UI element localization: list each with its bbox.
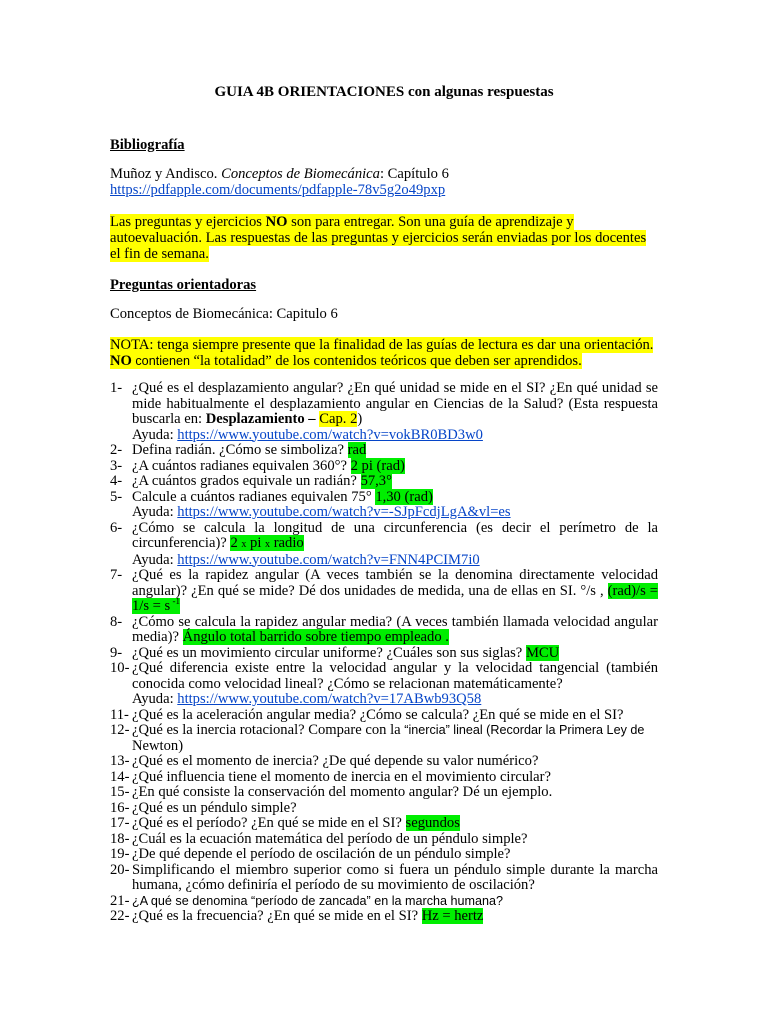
question-item: 22- ¿Qué es la frecuencia? ¿En qué se mide en el SI? Hz = hertz (110, 908, 484, 924)
question-item: 15- ¿En qué consiste la conservación del momento angular? Dé un ejemplo. (110, 784, 553, 800)
question-item: 13- ¿Qué es el momento de inercia? ¿De qué depende su valor numérico? (110, 753, 539, 769)
bibliography-reference (110, 166, 658, 198)
bibliography-book: Conceptos de Biomecánica (221, 166, 380, 182)
answer-highlight: 57,3° (360, 473, 392, 489)
question-item: 17- ¿Qué es el período? ¿En qué se mide en el SI? segundos (110, 815, 460, 831)
help-link[interactable]: https://www.youtube.com/watch?v=-SJpFcdjLgA&vl=es (177, 504, 511, 520)
question-item: 19- ¿De qué depende el período de oscilación de un péndulo simple? (110, 846, 511, 862)
question-item: 11- ¿Qué es la aceleración angular media? ¿Cómo se calcula? ¿En qué se mide en el SI? (110, 706, 624, 723)
bibliography-authors: Muñoz y Andisco. (110, 166, 218, 182)
answer-highlight: 2 pi (rad) (350, 457, 405, 474)
question-item: 9- ¿Qué es un movimiento circular uniforme? ¿Cuáles son sus siglas? MCU (110, 644, 560, 661)
answer-highlight: Hz = hertz (421, 908, 484, 924)
question-item: 4- ¿A cuántos grados equivale un radián? 57,3° (110, 473, 392, 489)
answer-highlight: segundos (405, 815, 460, 831)
help-link[interactable]: https://www.youtube.com/watch?v=17ABwb93Q58 (177, 691, 482, 707)
notice: Las preguntas y ejercicios NO son para entregar. Son una guía de aprendizaje y autoevaluación. Las respuestas de las preguntas y ejercicios serán enviadas por los docentes el fin de semana. (110, 214, 647, 262)
question-item: 7- ¿Qué es la rapidez angular (A veces también se la denomina directamente velocidad angular)? ¿En qué se mide? Dé dos unidades de medida, una de ellas en SI. °/s , (rad)/s = 1/s = s $^{-1}$ (110, 567, 659, 614)
question-item: 14- ¿Qué influencia tiene el momento de inercia en el movimiento circular? (110, 768, 551, 785)
guide-heading: Preguntas orientadoras (110, 277, 257, 293)
question-item: 6- ¿Cómo se calcula la longitud de una circunferencia (es decir el perímetro de la circunferencia)? 2 x pi x radio Ayuda: https://www.youtube.com/watch?v=FNN4PCIM7i0 (110, 519, 658, 568)
question-item: 20- Simplificando el miembro superior como si fuera un péndulo simple durante la marcha humana, ¿cómo definiría el período de su movimiento de oscilación? (110, 861, 658, 893)
bibliography-link[interactable]: https://pdfapple.com/documents/pdfapple-78v5g2o49pxp (110, 182, 446, 198)
question-item: 10- ¿Qué diferencia existe entre la velocidad angular y la velocidad tangencial (también conocida como velocidad lineal? ¿Cómo se relacionan matemáticamente? Ayuda: https://www.youtube.com/watch?v=17ABwb93Q58 (110, 660, 658, 707)
help-link[interactable]: https://www.youtube.com/watch?v=vokBR0BD3w0 (177, 426, 483, 443)
question-item: 18- ¿Cuál es la ecuación matemática del período de un péndulo simple? (110, 830, 528, 847)
answer-highlight: Ángulo total barrido sobre tiempo empleado . (182, 629, 449, 645)
question-item: 2- Defina radián. ¿Cómo se simboliza? rad (110, 442, 367, 458)
answer-highlight: MCU (525, 644, 560, 661)
help-link[interactable]: https://www.youtube.com/watch?v=FNN4PCIM7i0 (177, 551, 480, 568)
answer-highlight: 2 x pi x radio (230, 535, 304, 551)
question-item: 16- ¿Qué es un péndulo simple? (110, 799, 297, 816)
bibliography-chapter: : Capítulo 6 (379, 166, 449, 182)
bibliography-heading: Bibliografía (110, 137, 185, 153)
questions-list (110, 381, 658, 925)
question-item: 1- ¿Qué es el desplazamiento angular? ¿En qué unidad se mide en el SI? ¿En qué unidad se mide habitualmente el desplazamiento angular en Ciencias de la Salud? (Esta respuesta buscarla en: Desplazamiento – Cap. 2) Ayuda: https://www.youtube.com/watch?v=vokBR0BD3w0 (110, 380, 658, 443)
page-title: GUIA 4B ORIENTACIONES con algunas respuestas (214, 84, 554, 100)
answer-highlight: rad (347, 442, 367, 458)
question-item: 12- ¿Qué es la inercia rotacional? Compare con la “inercia” lineal (Recordar la Primera Ley de Newton) (110, 722, 645, 754)
answer-highlight: (rad)/s = 1/s = s $^{-1}$ (132, 582, 659, 614)
question-item: 5- Calcule a cuántos radianes equivalen 75° 1,30 (rad) Ayuda: https://www.youtube.com/watch?v=-SJpFcdjLgA&vl=es (110, 488, 511, 520)
question-item: 8- ¿Cómo se calcula la rapidez angular media? (A veces también llamada velocidad angular media)? Ángulo total barrido sobre tiempo empleado . (110, 613, 658, 645)
question-item: 21- ¿A qué se denomina “período de zancada” en la marcha humana? (110, 892, 504, 909)
question-item: 3- ¿A cuántos radianes equivalen 360°? 2 pi (rad) (110, 457, 405, 474)
guide-note: NOTA: tenga siempre presente que la finalidad de las guías de lectura es dar una orientación. NO contienen “la totalidad” de los contenidos teóricos que deben ser aprendidos. (110, 337, 654, 369)
guide-subheading: Conceptos de Biomecánica: Capitulo 6 (110, 306, 338, 322)
answer-highlight: 1,30 (rad) (375, 488, 433, 505)
